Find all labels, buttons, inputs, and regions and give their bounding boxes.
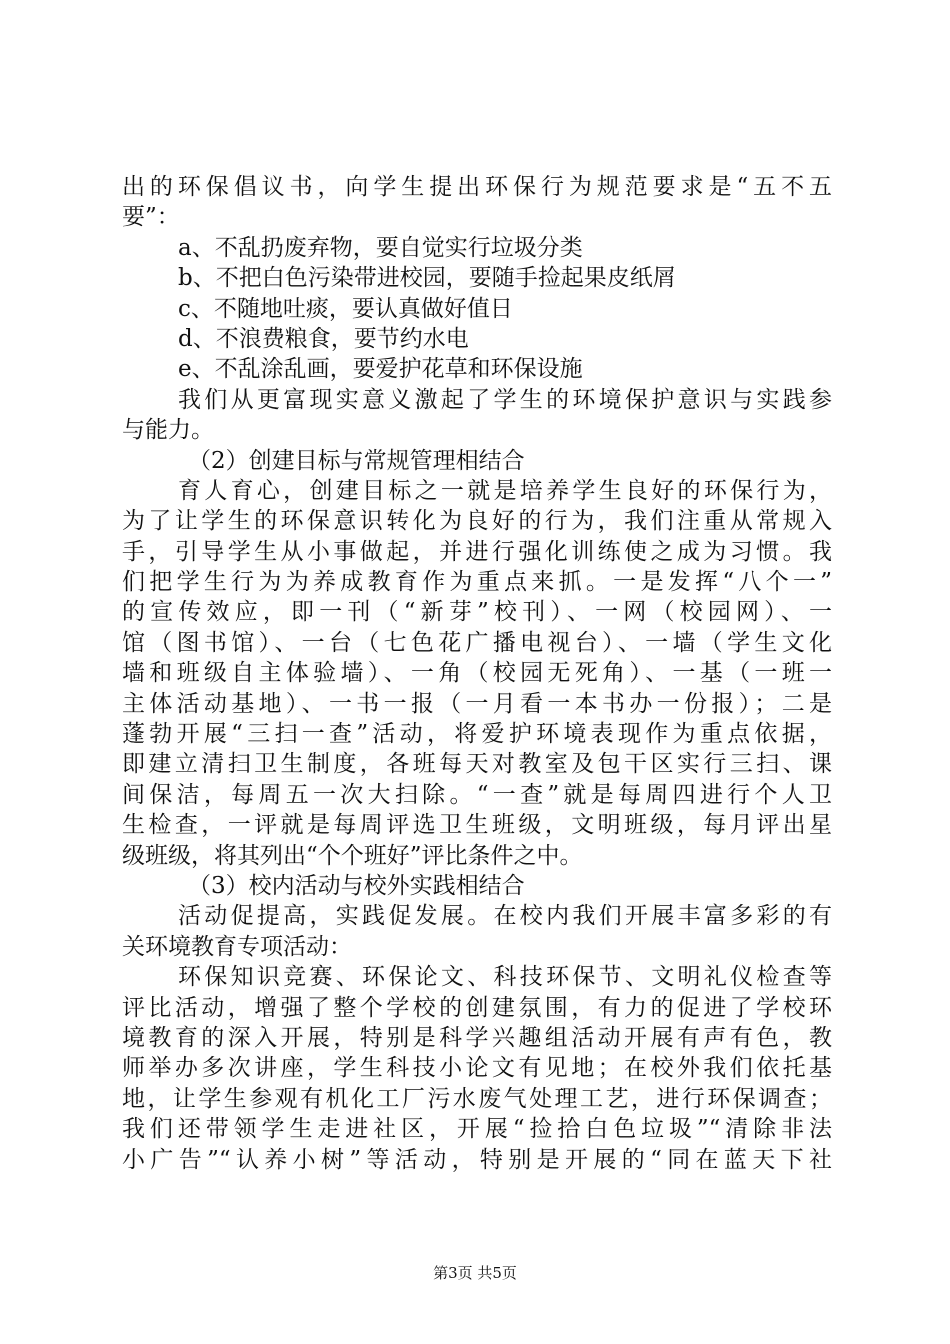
- document-body: [122, 172, 832, 1175]
- text-line: 们把学生行为为养成教育作为重点来抓。一是发挥“八个一”: [122, 569, 832, 596]
- text-line: b、不把白色污染带进校园，要随手捡起果皮纸屑: [178, 265, 676, 292]
- text-line: 级班级，将其列出“个个班好”评比条件之中。: [122, 842, 583, 869]
- text-line: 师举办多次讲座，学生科技小论文有见地；在校外我们依托基: [122, 1055, 832, 1082]
- text-line: 生检查，一评就是每周评选卫生班级，文明班级，每月评出星: [122, 812, 832, 839]
- text-line: e、不乱涂乱画，要爱护花草和环保设施: [178, 356, 583, 383]
- text-line: c、不随地吐痰，要认真做好值日: [178, 295, 513, 322]
- text-line: 墙和班级自主体验墙）、一角（校园无死角）、一基（一班一: [122, 660, 832, 687]
- text-line: 主体活动基地）、一书一报（一月看一本书办一份报）；二是: [122, 690, 832, 717]
- text-line: 与能力。: [122, 417, 214, 444]
- text-line: 出的环保倡议书，向学生提出环保行为规范要求是“五不五: [122, 174, 832, 200]
- text-line: 即建立清扫卫生制度，各班每天对教室及包干区实行三扫、课: [122, 751, 832, 778]
- text-line: 地，让学生参观有机化工厂污水废气处理工艺，进行环保调查；: [122, 1085, 832, 1112]
- text-line: 活动促提高，实践促发展。在校内我们开展丰富多彩的有: [178, 903, 832, 930]
- text-line: 我们还带领学生走进社区，开展“捡拾白色垃圾”“清除非法: [122, 1116, 832, 1143]
- text-line: 手，引导学生从小事做起，并进行强化训练使之成为习惯。我: [122, 538, 832, 565]
- text-line: （2）创建目标与常规管理相结合: [188, 447, 525, 474]
- text-line: 间保洁，每周五一次大扫除。“一查”就是每周四进行个人卫: [122, 781, 832, 808]
- text-line: 关环境教育专项活动：: [122, 933, 352, 960]
- text-line: 的宣传效应，即一刊（“新芽”校刊）、一网（校园网）、一: [122, 599, 832, 626]
- text-line: （3）校内活动与校外实践相结合: [188, 872, 525, 899]
- text-line: 要”：: [122, 204, 180, 231]
- text-line: 小广告”“认养小树”等活动，特别是开展的“同在蓝天下社: [122, 1146, 832, 1173]
- text-line: 馆（图书馆）、一台（七色花广播电视台）、一墙（学生文化: [122, 629, 832, 656]
- text-line: 为了让学生的环保意识转化为良好的行为，我们注重从常规入: [122, 508, 832, 535]
- text-line: 蓬勃开展“三扫一查”活动，将爱护环境表现作为重点依据，: [122, 721, 832, 748]
- text-line: a、不乱扔废弃物，要自觉实行垃圾分类: [178, 234, 583, 261]
- text-line: 我们从更富现实意义激起了学生的环境保护意识与实践参: [178, 386, 832, 413]
- page-footer: 第3页 共5页: [433, 1264, 517, 1282]
- text-line: 境教育的深入开展，特别是科学兴趣组活动开展有声有色，教: [122, 1024, 832, 1051]
- text-line: d、不浪费粮食，要节约水电: [178, 325, 469, 352]
- text-line: 评比活动，增强了整个学校的创建氛围，有力的促进了学校环: [122, 994, 832, 1021]
- text-line: 环保知识竞赛、环保论文、科技环保节、文明礼仪检查等: [178, 964, 832, 991]
- text-line: 育人育心，创建目标之一就是培养学生良好的环保行为，: [178, 477, 832, 504]
